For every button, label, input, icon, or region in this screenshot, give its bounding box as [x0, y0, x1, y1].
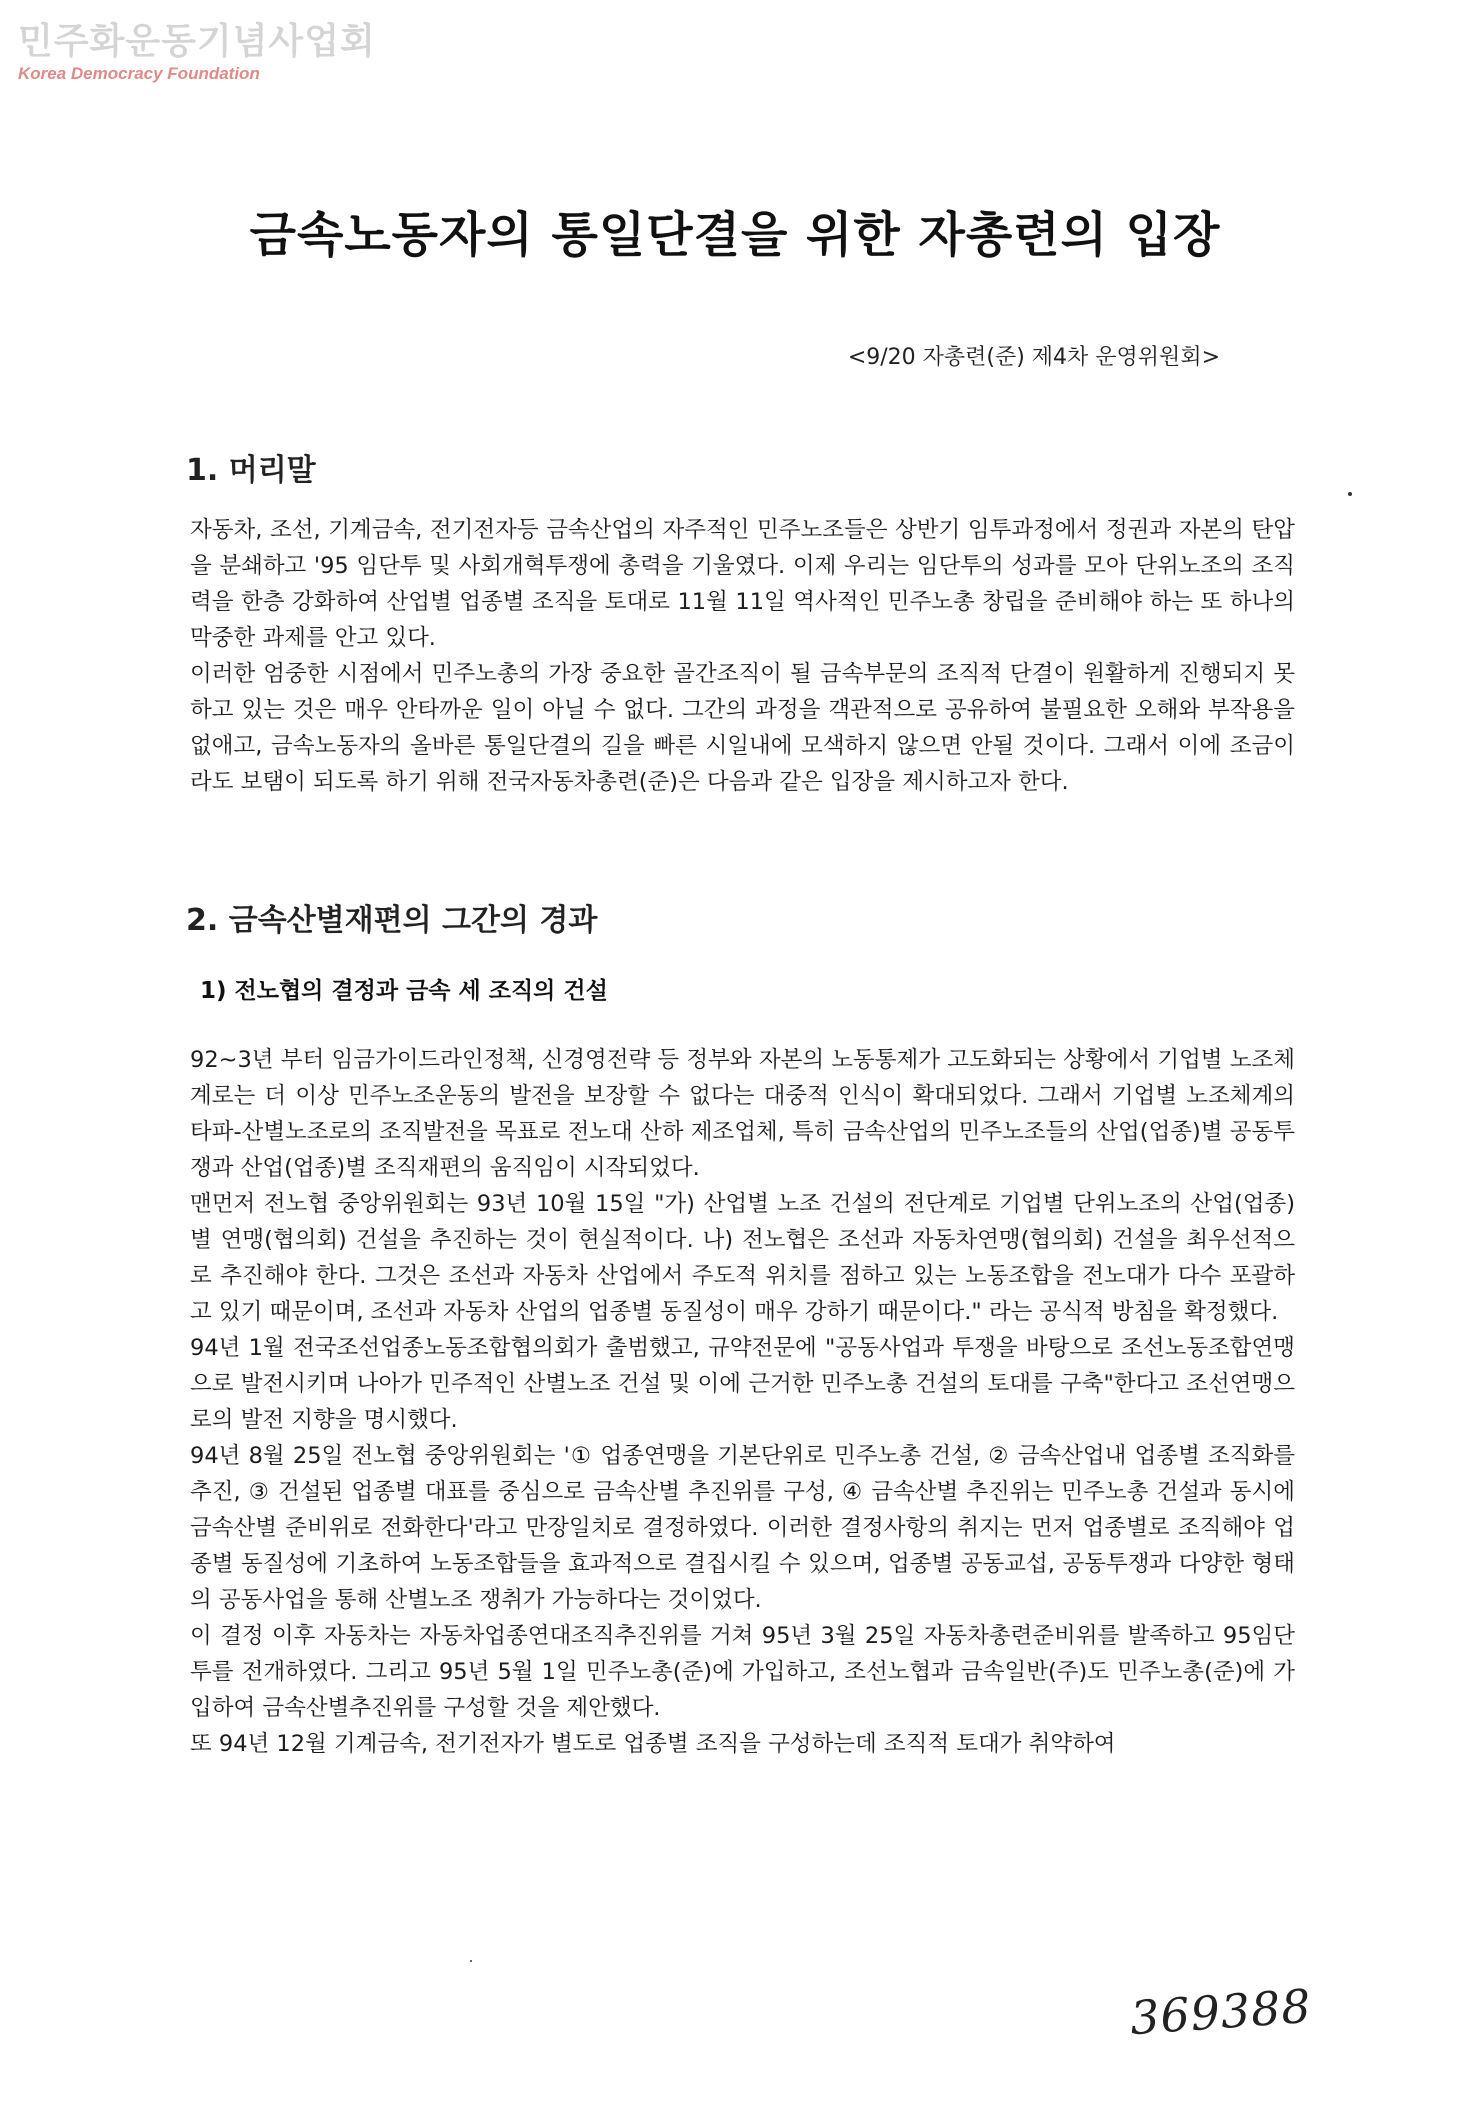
- watermark-korean: 민주화운동기념사업회: [18, 21, 376, 62]
- document-title: 금속노동자의 통일단결을 위한 자총련의 입장: [249, 207, 1221, 263]
- paragraph: 또 94년 12월 기계금속, 전기전자가 별도로 업종별 조직을 구성하는데 조직적 토대가 취약하여: [190, 1731, 1116, 1757]
- watermark-logo: [18, 22, 376, 84]
- meeting-subtitle: <9/20 자총련(준) 제4차 운영위원회>: [847, 345, 1220, 370]
- section-2-heading: 2. 금속산별재편의 그간의 경과: [186, 903, 598, 938]
- section-2-body: [190, 1042, 1295, 1762]
- paragraph: 이러한 엄중한 시점에서 민주노총의 가장 중요한 골간조직이 될 금속부문의 조직적 단결이 원활하게 진행되지 못하고 있는 것은 매우 안타까운 일이 아닐 수 없다. 그간의 과정을 객관적으로 공유하여 불필요한 오해와 부작용을 없애고, 금속노동자의 올바른 통일단결의 길을 빠른 시일내에 모색하지 않으면 안될 것이다. 그래서 이에 조금이라도 보탬이 되도록 하기 위해 전국자동차총련(준)은 다음과 같은 입장을 제시하고자 한다.: [190, 661, 1295, 795]
- scan-speck: [1348, 492, 1352, 496]
- subsection-heading: 1) 전노협의 결정과 금속 세 조직의 건설: [200, 978, 608, 1004]
- paragraph: 94년 1월 전국조선업종노동조합협의회가 출범했고, 규약전문에 "공동사업과 투쟁을 바탕으로 조선노동조합연맹으로 발전시키며 나아가 민주적인 산별노조 건설 및 이에 근거한 민주노총 건설의 토대를 구축"한다고 조선연맹으로의 발전 지향을 명시했다.: [190, 1335, 1295, 1433]
- handwritten-page-number: 369388: [1128, 1978, 1314, 2046]
- section-1-heading: 1. 머리말: [186, 453, 316, 488]
- paragraph: 94년 8월 25일 전노협 중앙위원회는 '① 업종연맹을 기본단위로 민주노총 건설, ② 금속산업내 업종별 조직화를 추진, ③ 건설된 업종별 대표를 중심으로 금속산별 추진위를 구성, ④ 금속산별 추진위는 민주노총 건설과 동시에 금속산별 준비위로 전화한다'라고 만장일치로 결정하였다. 이러한 결정사항의 취지는 먼저 업종별로 조직해야 업종별 동질성에 기초하여 노동조합들을 효과적으로 결집시킬 수 있으며, 업종별 공동교섭, 공동투쟁과 다양한 형태의 공동사업을 통해 산별노조 쟁취가 가능하다는 것이었다.: [190, 1443, 1295, 1613]
- paragraph: 이 결정 이후 자동차는 자동차업종연대조직추진위를 거쳐 95년 3월 25일 자동차총련준비위를 발족하고 95임단투를 전개하였다. 그리고 95년 5월 1일 민주노총(준)에 가입하고, 조선노협과 금속일반(주)도 민주노총(준)에 가입하여 금속산별추진위를 구성할 것을 제안했다.: [190, 1623, 1295, 1721]
- paragraph: 자동차, 조선, 기계금속, 전기전자등 금속산업의 자주적인 민주노조들은 상반기 임투과정에서 정권과 자본의 탄압을 분쇄하고 '95 임단투 및 사회개혁투쟁에 총력을 기울였다. 이제 우리는 임단투의 성과를 모아 단위노조의 조직력을 한층 강화하여 산업별 업종별 조직을 토대로 11월 11일 역사적인 민주노총 창립을 준비해야 하는 또 하나의 막중한 과제를 안고 있다.: [190, 517, 1295, 651]
- paragraph: 92~3년 부터 임금가이드라인정책, 신경영전략 등 정부와 자본의 노동통제가 고도화되는 상황에서 기업별 노조체계로는 더 이상 민주노조운동의 발전을 보장할 수 없다는 대중적 인식이 확대되었다. 그래서 기업별 노조체계의 타파-산별노조로의 조직발전을 목표로 전노대 산하 제조업체, 특히 금속산업의 민주노조들의 산업(업종)별 공동투쟁과 산업(업종)별 조직재편의 움직임이 시작되었다.: [190, 1047, 1295, 1181]
- watermark-english: Korea Democracy Foundation: [18, 64, 260, 83]
- section-1-body: [190, 512, 1295, 800]
- scan-speck: [470, 1960, 472, 1962]
- paragraph: 맨먼저 전노협 중앙위원회는 93년 10월 15일 "가) 산업별 노조 건설의 전단계로 기업별 단위노조의 산업(업종)별 연맹(협의회) 건설을 추진하는 것이 현실적이다. 나) 전노협은 조선과 자동차연맹(협의회) 건설을 최우선적으로 추진해야 한다. 그것은 조선과 자동차 산업에서 주도적 위치를 점하고 있는 노동조합을 전노대가 다수 포괄하고 있기 때문이며, 조선과 자동차 산업의 업종별 동질성이 매우 강하기 때문이다." 라는 공식적 방침을 확정했다.: [190, 1191, 1295, 1325]
